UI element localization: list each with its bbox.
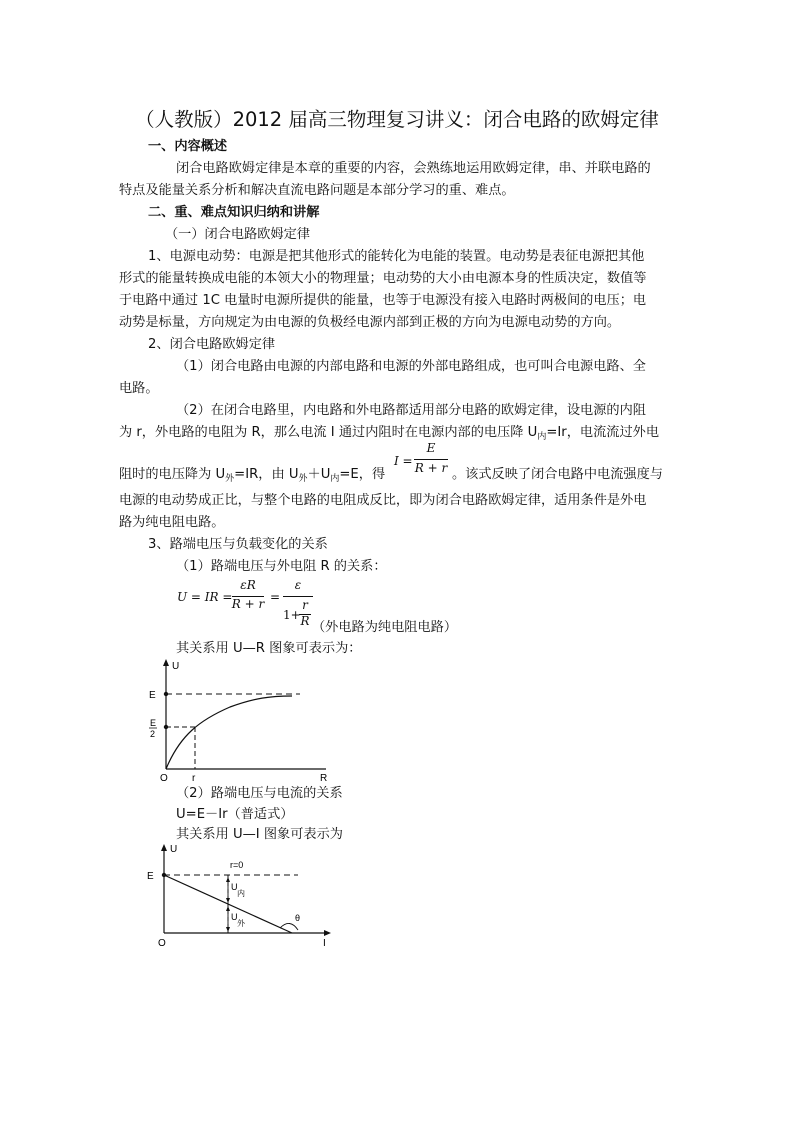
u-out-subscript: 外 xyxy=(237,919,245,928)
u-axis-arrow xyxy=(161,844,167,851)
e-point xyxy=(162,873,166,877)
item2-p2-line-5: 路为纯电阻电路。 xyxy=(119,515,225,530)
formula-U-equals: = xyxy=(270,590,281,604)
formula-U-num1: εR xyxy=(240,578,256,592)
section-heading-overview: 一、内容概述 xyxy=(148,139,228,154)
item2-heading: 2、闭合电路欧姆定律 xyxy=(148,337,276,352)
r-axis-label: R xyxy=(320,773,328,784)
item3-sub1: （1）路端电压与外电阻 R 的关系： xyxy=(176,559,387,574)
item2-p2-line-3-tail: 。该式反映了闭合电路中电流强度与 xyxy=(452,467,663,482)
item3-formula2: U=E－Ir（普适式） xyxy=(176,807,294,822)
formula-U-den1: R + r xyxy=(231,597,265,611)
e-point xyxy=(164,692,168,696)
half-e-denominator: 2 xyxy=(150,729,156,739)
item2-p2-line-3: 阻时的电压降为 $U_外=IR$，由 $U_外+U_内=E$，得 xyxy=(119,467,386,484)
overview-line-1: 闭合电路欧姆定律是本章的重要的内容，会熟练地运用欧姆定律，串、并联电路的 xyxy=(176,161,651,176)
item2-p1-line-1: （1）闭合电路由电源的内部电路和电源的外部电路组成，也可叫合电源电路、全 xyxy=(176,359,646,374)
formula-U-note: （外电路为纯电阻电路） xyxy=(312,620,458,635)
e-label: E xyxy=(147,871,154,882)
item3-sub2: （2）路端电压与电流的关系 xyxy=(176,786,343,801)
formula-U-num2: ε xyxy=(294,578,302,592)
u-r-graph xyxy=(140,655,340,785)
item2-p2-line-1: （2）在闭合电路里，内电路和外电路都适用部分电路的欧姆定律，设电源的内阻 xyxy=(176,403,646,418)
item2-p2-line-4: 电源的电动势成正比，与整个电路的电阻成反比，即为闭合电路欧姆定律，适用条件是外电 xyxy=(119,493,647,508)
formula-I-fraction-bar xyxy=(414,459,448,460)
u-in-label: U xyxy=(231,882,238,892)
r-tick-label: r xyxy=(192,773,196,784)
item1-line-4: 动势是标量，方向规定为由电源的负极经电源内部到正极的方向为电源电动势的方向。 xyxy=(119,315,621,330)
half-e-point xyxy=(164,725,168,729)
u-axis-label: U xyxy=(170,844,178,855)
graph1-caption: 其关系用 U—R 图象可表示为： xyxy=(176,641,362,656)
theta-label: θ xyxy=(295,913,301,923)
e-label: E xyxy=(149,690,156,701)
i-axis-label: I xyxy=(323,938,326,949)
item1-line-2: 形式的能量转换成电能的本领大小的物理量；电动势的大小由电源本身的性质决定，数值等 xyxy=(119,271,647,286)
u-in-arrowhead-bottom xyxy=(226,898,230,903)
formula-U-lhs: U = IR = xyxy=(177,590,233,604)
u-r-curve xyxy=(166,696,292,769)
u-out-arrowhead-bottom xyxy=(226,927,230,932)
overview-line-2: 特点及能量关系分析和解决直流电路问题是本部分学习的重、难点。 xyxy=(119,183,515,198)
u-in-arrowhead-top xyxy=(226,877,230,882)
page-title: （人教版）2012 届高三物理复习讲义：闭合电路的欧姆定律 xyxy=(135,108,659,131)
u-axis-label: U xyxy=(172,661,180,672)
formula-U-den2-denominator: R xyxy=(300,614,310,628)
r0-label: r=0 xyxy=(230,860,244,870)
u-out-label: U xyxy=(231,912,238,922)
formula-U-bar2 xyxy=(283,596,313,597)
u-in-subscript: 内 xyxy=(237,889,245,898)
item1-line-1: 1、电源电动势：电源是把其他形式的能转化为电能的装置。电动势是表征电源把其他 xyxy=(148,249,645,264)
formula-I-denominator: R + r xyxy=(414,461,448,475)
item1-line-3: 于电路中通过 1C 电量时电源所提供的能量，也等于电源没有接入电路时两极间的电压；电 xyxy=(119,293,647,308)
item2-p2-line-2: 为 r，外电路的电阻为 R，那么电流 I 通过内阻时在电源内部的电压降 $U_内=Ir$，电流流过外电 xyxy=(119,425,660,442)
formula-U-den2-numerator: r xyxy=(302,598,308,612)
subsection-heading: （一）闭合电路欧姆定律 xyxy=(165,227,311,242)
section-heading-key-points: 二、重、难点知识归纳和讲解 xyxy=(148,205,320,220)
half-e-numerator: E xyxy=(150,718,157,728)
item2-p1-line-2: 电路。 xyxy=(119,381,159,396)
u-out-arrowhead-top xyxy=(226,906,230,911)
item3-heading: 3、路端电压与负载变化的关系 xyxy=(148,537,328,552)
graph2-caption: 其关系用 U—I 图象可表示为 xyxy=(176,827,343,842)
formula-I-lhs: I = xyxy=(394,454,413,468)
u-axis-arrow xyxy=(163,659,169,666)
origin-label: O xyxy=(160,773,168,784)
i-axis-arrow xyxy=(324,930,331,936)
origin-label: O xyxy=(158,938,166,949)
formula-I-numerator: E xyxy=(426,441,436,455)
u-i-graph xyxy=(140,840,340,952)
formula-U-den2-one-plus: 1+ xyxy=(283,608,301,622)
